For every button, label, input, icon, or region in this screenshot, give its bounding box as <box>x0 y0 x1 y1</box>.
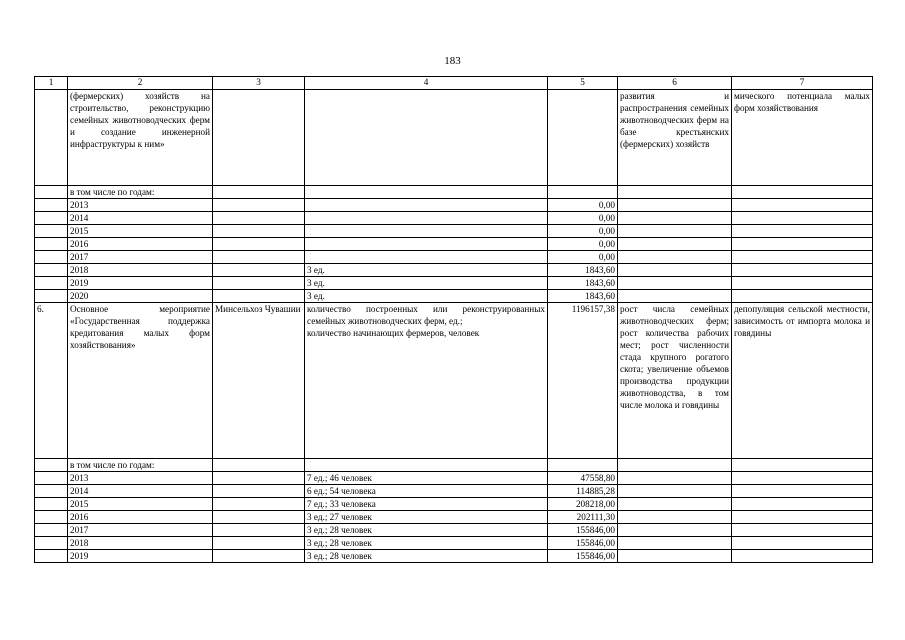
column-number: 3 <box>213 77 305 90</box>
expected-result: рост числа семейных животноводческих ферм; рост количества рабочих мест; рост численности стада крупного рогатого скота; увеличение объемов производства продукции животноводства, в том числе молока и говядины <box>618 303 732 459</box>
year-amount: 114885,28 <box>548 485 618 498</box>
year: 2016 <box>68 511 213 524</box>
year-amount: 1843,60 <box>548 277 618 290</box>
year-indicator: 6 ед.; 54 человека <box>305 485 548 498</box>
program-table <box>34 76 873 563</box>
row-number: 6. <box>35 303 68 459</box>
year-amount: 208218,00 <box>548 498 618 511</box>
by-years-label: в том числе по годам: <box>68 186 213 199</box>
year-amount: 0,00 <box>548 199 618 212</box>
year-indicator <box>305 199 548 212</box>
indicator: количество построенных или реконструированных семейных животноводческих ферм, ед.; количество начинающих фермеров, человек <box>305 303 548 459</box>
risk-continued: мического потенциала малых форм хозяйствования <box>732 90 873 186</box>
year-row <box>35 277 873 290</box>
year-amount: 1843,60 <box>548 264 618 277</box>
column-number: 6 <box>618 77 732 90</box>
year: 2013 <box>68 199 213 212</box>
year-indicator <box>305 238 548 251</box>
year: 2020 <box>68 290 213 303</box>
funding-amount: 1196157,38 <box>548 303 618 459</box>
measure-name-continued: (фермерских) хозяйств на строительство, реконструкцию семейных животноводческих ферм и создание инженерной инфраструктуры к ним» <box>68 90 213 186</box>
year-amount: 155846,00 <box>548 550 618 563</box>
year-indicator: 3 ед. <box>305 264 548 277</box>
year-indicator: 3 ед.; 27 человек <box>305 511 548 524</box>
year-indicator: 3 ед.; 28 человек <box>305 524 548 537</box>
year-indicator: 3 ед. <box>305 290 548 303</box>
year: 2013 <box>68 472 213 485</box>
column-number: 2 <box>68 77 213 90</box>
year-row <box>35 264 873 277</box>
by-years-row <box>35 186 873 199</box>
column-number: 5 <box>548 77 618 90</box>
year-indicator <box>305 251 548 264</box>
year: 2018 <box>68 537 213 550</box>
risk: депопуляция сельской местности, зависимость от импорта молока и говядины <box>732 303 873 459</box>
year-row <box>35 290 873 303</box>
year-row <box>35 524 873 537</box>
year: 2017 <box>68 524 213 537</box>
measure-name: Основное мероприятие «Государственная поддержка кредитования малых форм хозяйствования» <box>68 303 213 459</box>
year-row <box>35 238 873 251</box>
year: 2018 <box>68 264 213 277</box>
year-indicator <box>305 225 548 238</box>
year: 2015 <box>68 225 213 238</box>
year: 2014 <box>68 485 213 498</box>
responsible-executor: Минсельхоз Чувашии <box>213 303 305 459</box>
year-amount: 155846,00 <box>548 524 618 537</box>
year-amount: 155846,00 <box>548 537 618 550</box>
year-amount: 0,00 <box>548 212 618 225</box>
year: 2016 <box>68 238 213 251</box>
year-row <box>35 472 873 485</box>
year-amount: 0,00 <box>548 238 618 251</box>
by-years-label: в том числе по годам: <box>68 459 213 472</box>
year-row <box>35 537 873 550</box>
year-indicator: 3 ед. <box>305 277 548 290</box>
continued-measure-row <box>35 90 873 186</box>
year-amount: 0,00 <box>548 225 618 238</box>
year-indicator: 3 ед.; 28 человек <box>305 537 548 550</box>
year-indicator: 3 ед.; 28 человек <box>305 550 548 563</box>
column-number-row <box>35 77 873 90</box>
column-number: 4 <box>305 77 548 90</box>
year-amount: 1843,60 <box>548 290 618 303</box>
year-row <box>35 511 873 524</box>
year-indicator <box>305 212 548 225</box>
page-number: 183 <box>444 55 461 67</box>
year-indicator: 7 ед.; 46 человек <box>305 472 548 485</box>
year-row <box>35 485 873 498</box>
year-amount: 0,00 <box>548 251 618 264</box>
year-amount: 47558,80 <box>548 472 618 485</box>
year-indicator: 7 ед.; 33 человека <box>305 498 548 511</box>
measure-row-6 <box>35 303 873 459</box>
year-row <box>35 550 873 563</box>
year-amount: 202111,30 <box>548 511 618 524</box>
expected-result-continued: развития и распространения семейных животноводческих ферм на базе крестьянских (фермерских) хозяйств <box>618 90 732 186</box>
year: 2019 <box>68 277 213 290</box>
year: 2014 <box>68 212 213 225</box>
year-row <box>35 498 873 511</box>
year-row <box>35 212 873 225</box>
year-row <box>35 251 873 264</box>
year: 2015 <box>68 498 213 511</box>
year: 2017 <box>68 251 213 264</box>
by-years-row <box>35 459 873 472</box>
column-number: 1 <box>35 77 68 90</box>
year-row <box>35 225 873 238</box>
year: 2019 <box>68 550 213 563</box>
column-number: 7 <box>732 77 873 90</box>
year-row <box>35 199 873 212</box>
